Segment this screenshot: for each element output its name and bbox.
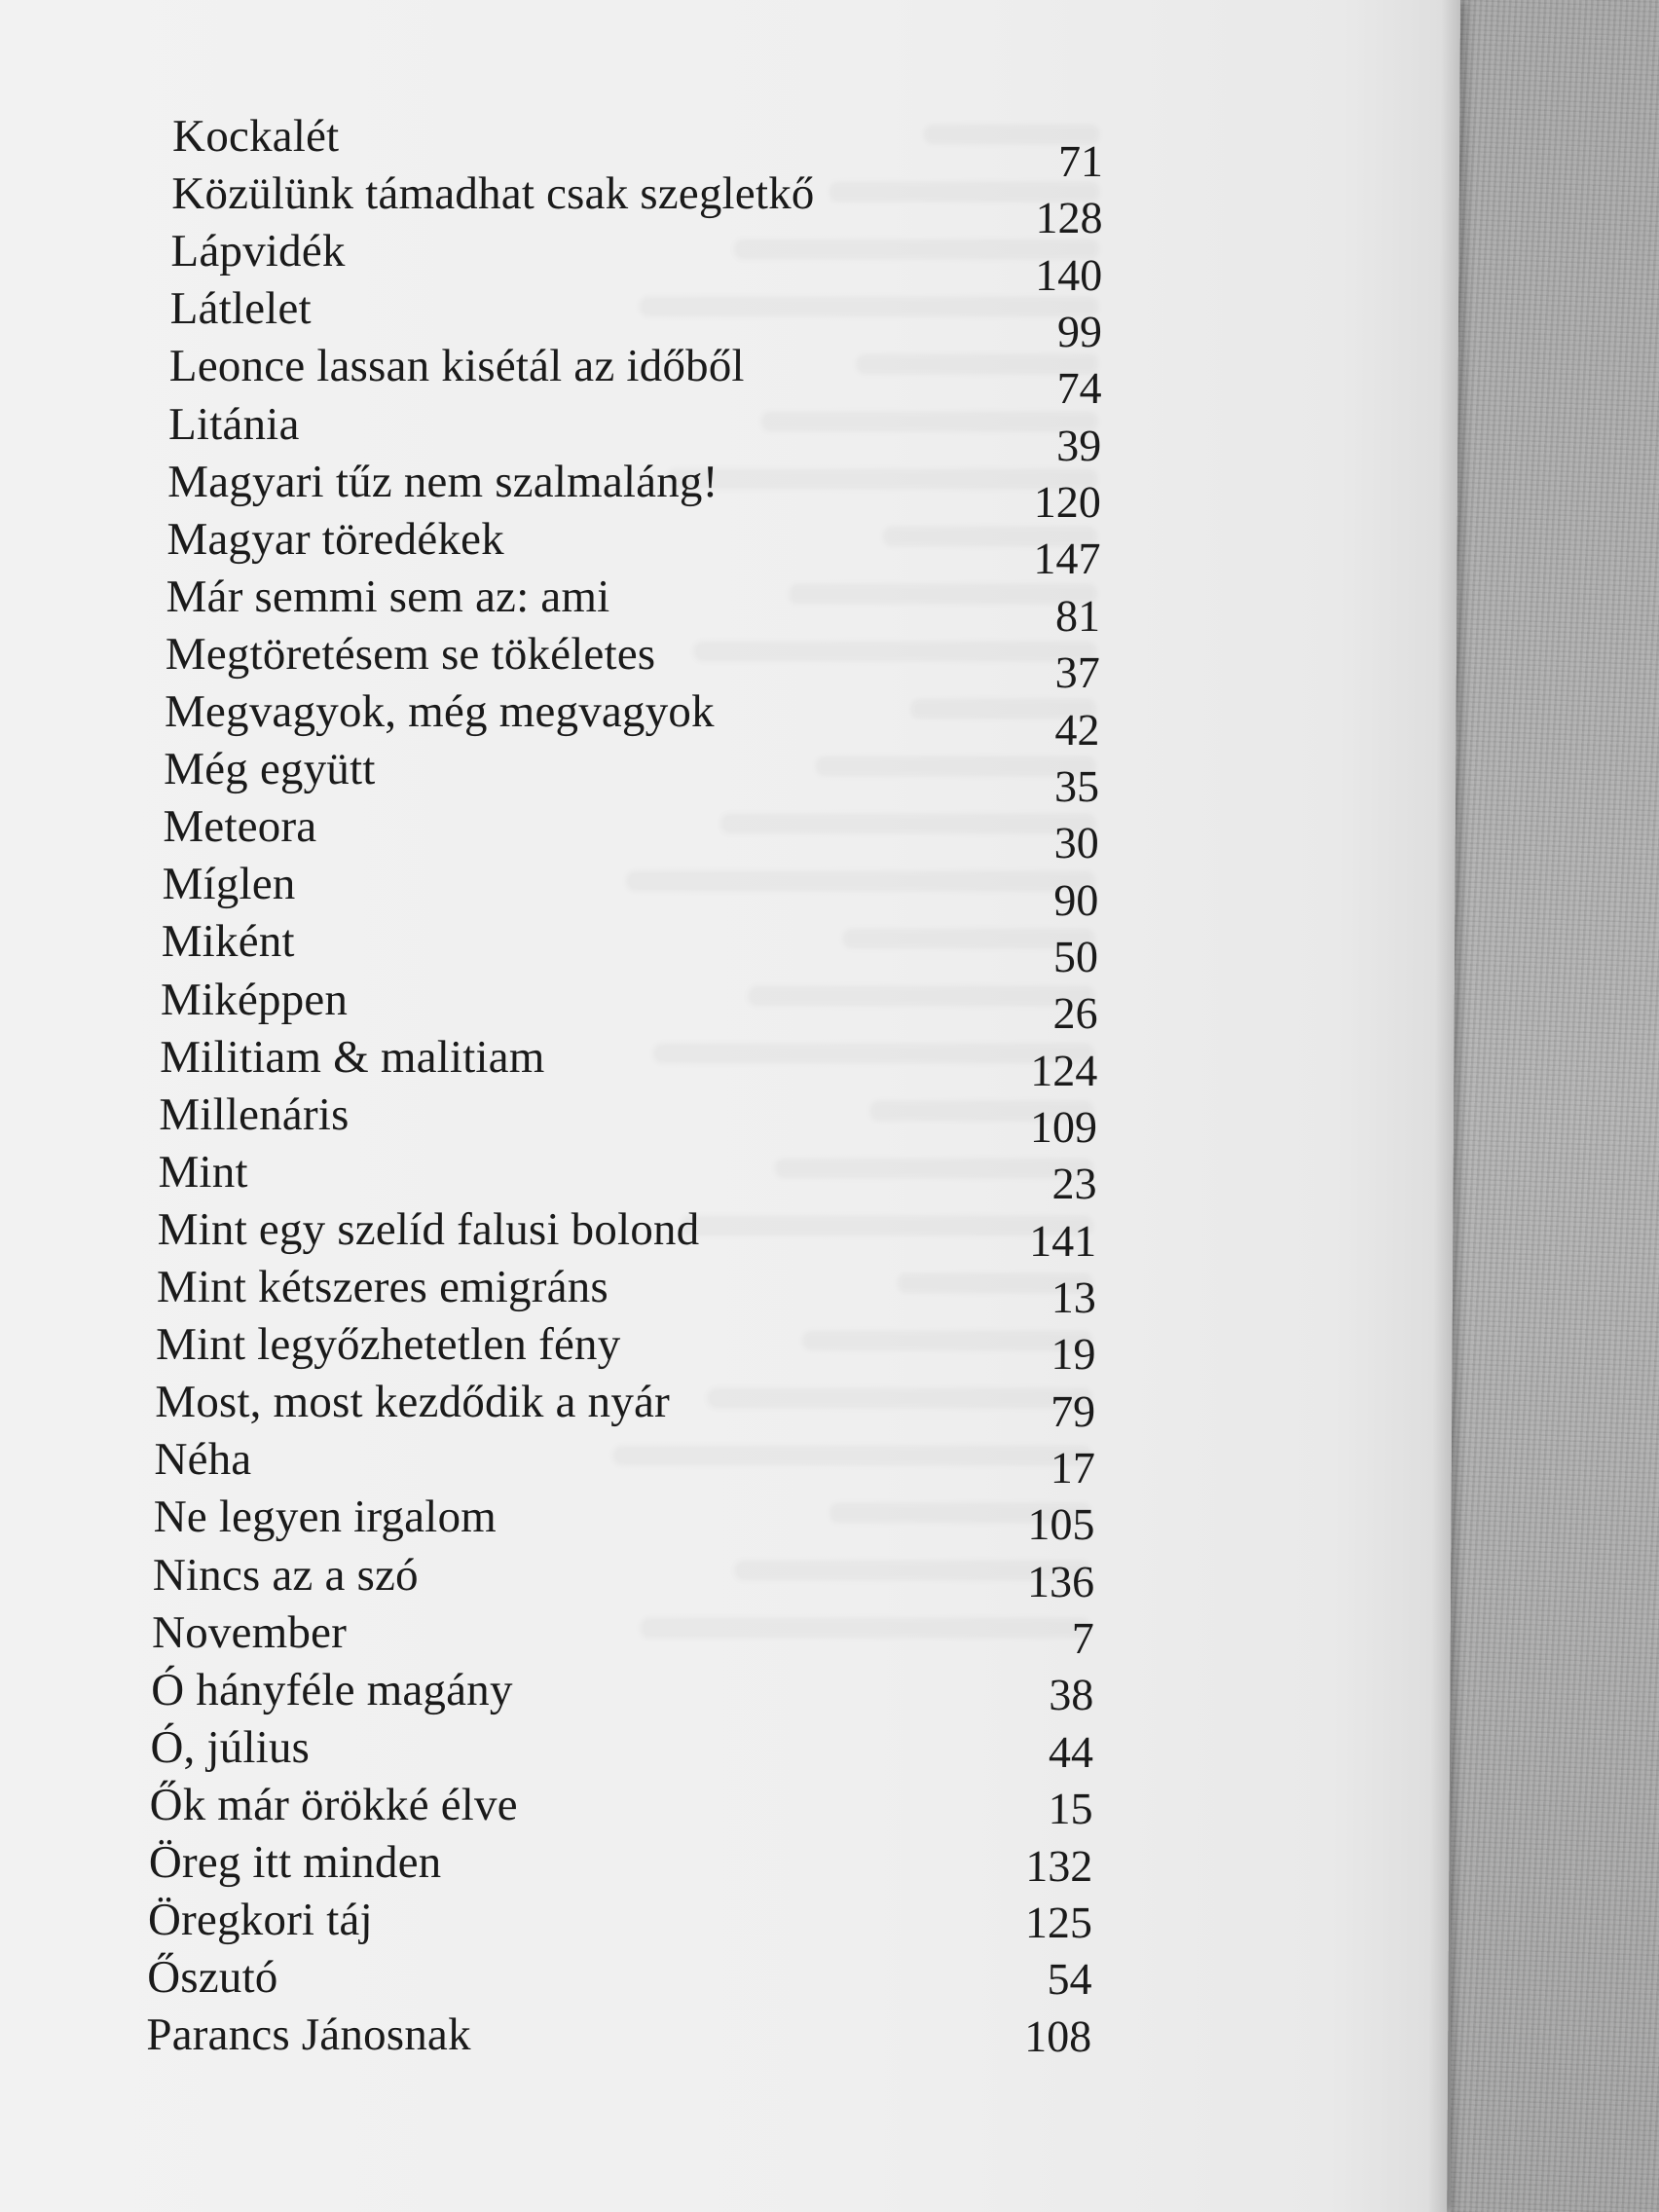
- toc-entry-page-number: 71: [1057, 136, 1104, 186]
- toc-entry: [0, 1605, 1451, 1662]
- toc-entry: [0, 914, 1455, 981]
- toc-entry-title: Látlelet: [169, 283, 312, 335]
- toc-entry: [0, 1202, 1453, 1266]
- toc-entry-title: Már semmi sem az: ami: [166, 571, 610, 622]
- toc-entry: [0, 799, 1456, 868]
- background-surface: [1451, 0, 1659, 2212]
- toc-entry-title: Öreg itt minden: [148, 1837, 442, 1888]
- toc-entry: [0, 2008, 1448, 2064]
- toc-entry-title: Míglen: [162, 859, 296, 910]
- toc-entry: [0, 1375, 1452, 1436]
- toc-entry-page-number: 141: [1029, 1215, 1097, 1266]
- toc-entry-page-number: 17: [1050, 1443, 1095, 1493]
- toc-entry-title: Magyar töredékek: [166, 513, 505, 565]
- toc-entry-title: Ó hányféle magány: [151, 1664, 513, 1715]
- toc-entry-title: Litánia: [167, 398, 300, 450]
- toc-entry: [0, 1893, 1449, 1949]
- toc-entry: [0, 1490, 1452, 1550]
- toc-entry-page-number: 99: [1056, 307, 1103, 357]
- toc-entry-page-number: 109: [1029, 1101, 1098, 1152]
- toc-entry: [0, 857, 1456, 925]
- toc-entry-title: Néha: [154, 1434, 252, 1486]
- toc-entry: [0, 627, 1456, 698]
- toc-entry-page-number: 90: [1053, 874, 1099, 925]
- toc-entry: [0, 742, 1456, 811]
- toc-entry: [0, 339, 1458, 414]
- toc-entry-title: Ó, július: [150, 1721, 311, 1773]
- toc-entry-title: Parancs Jánosnak: [146, 2009, 471, 2061]
- toc-entry-page-number: 38: [1049, 1670, 1094, 1720]
- toc-entry-page-number: 125: [1024, 1897, 1093, 1947]
- toc-entry-title: Miképpen: [160, 974, 349, 1025]
- toc-entry-title: Ne legyen irgalom: [153, 1492, 498, 1543]
- toc-entry: [0, 1778, 1450, 1834]
- toc-entry: [0, 397, 1458, 470]
- toc-entry-page-number: 39: [1056, 420, 1102, 470]
- toc-entry-page-number: 132: [1025, 1840, 1093, 1891]
- toc-entry: [0, 684, 1456, 755]
- toc-entry-title: Öregkori táj: [147, 1895, 373, 1946]
- toc-entry-page-number: 120: [1033, 477, 1102, 528]
- toc-entry: [0, 1548, 1451, 1604]
- toc-entry-page-number: 30: [1053, 818, 1099, 868]
- toc-entry: [0, 1030, 1455, 1095]
- toc-entry-title: Mint: [158, 1146, 248, 1198]
- toc-entry-title: November: [151, 1606, 348, 1658]
- toc-entry-page-number: 124: [1030, 1045, 1098, 1095]
- toc-entry-page-number: 79: [1050, 1385, 1096, 1436]
- toc-entry: [0, 1950, 1449, 2007]
- toc-entry-page-number: 19: [1051, 1329, 1096, 1380]
- toc-entry: [0, 512, 1457, 584]
- toc-entry: [0, 281, 1458, 357]
- toc-entry-page-number: 81: [1054, 590, 1101, 641]
- toc-entry: [0, 224, 1459, 300]
- toc-entry-page-number: 74: [1056, 363, 1102, 414]
- toc-entry-page-number: 50: [1052, 931, 1099, 981]
- toc-entry: [0, 1720, 1450, 1777]
- toc-entry: [0, 455, 1457, 528]
- toc-entry: [0, 1835, 1449, 1892]
- toc-entry-title: Közülünk támadhat csak szegletkő: [171, 168, 815, 220]
- toc-entry-title: Miként: [161, 916, 295, 968]
- toc-entry: [0, 166, 1459, 243]
- toc-entry: [0, 109, 1459, 186]
- toc-entry-page-number: 15: [1048, 1784, 1093, 1834]
- toc-entry-page-number: 105: [1027, 1499, 1095, 1550]
- toc-entry: [0, 1145, 1454, 1209]
- toc-entry-title: Magyari tűz nem szalmaláng!: [167, 456, 719, 507]
- toc-entry-title: Kockalét: [171, 111, 340, 162]
- toc-entry: [0, 1260, 1453, 1322]
- toc-entry-page-number: 7: [1071, 1613, 1094, 1664]
- toc-entry: [0, 973, 1455, 1039]
- toc-entry: [0, 1317, 1453, 1380]
- toc-entry: [0, 1432, 1452, 1493]
- toc-entry-page-number: 136: [1026, 1556, 1095, 1606]
- toc-entry-page-number: 23: [1051, 1159, 1097, 1209]
- toc-entry-page-number: 35: [1053, 760, 1100, 811]
- toc-entry-page-number: 37: [1054, 647, 1100, 698]
- toc-entry-title: Most, most kezdődik a nyár: [155, 1377, 671, 1428]
- toc-entry-title: Militiam & malitiam: [160, 1031, 545, 1083]
- toc-entry-title: Még együtt: [164, 744, 376, 795]
- toc-entry-title: Meteora: [163, 801, 317, 853]
- toc-entry-page-number: 108: [1024, 2010, 1092, 2061]
- toc-entry-title: Mint kétszeres emigráns: [156, 1262, 609, 1312]
- toc-entry-page-number: 128: [1035, 193, 1103, 243]
- toc-entry-title: Ők már örökké élve: [149, 1779, 518, 1830]
- toc-entry-title: Őszutó: [147, 1952, 278, 2004]
- toc-entry-title: Mint legyőzhetetlen fény: [155, 1319, 621, 1371]
- toc-entry-title: Lápvidék: [170, 226, 346, 277]
- toc-entry-page-number: 26: [1052, 988, 1098, 1039]
- toc-entry-page-number: 13: [1051, 1272, 1097, 1322]
- toc-entry-title: Nincs az a szó: [152, 1549, 419, 1601]
- toc-entry: [0, 570, 1456, 641]
- toc-entry-title: Megtöretésem se tökéletes: [165, 628, 656, 680]
- toc-entry-page-number: 44: [1048, 1726, 1094, 1777]
- toc-entry-page-number: 42: [1054, 704, 1100, 755]
- toc-entry: [0, 1663, 1451, 1719]
- toc-entry-title: Mint egy szelíd falusi bolond: [157, 1203, 700, 1255]
- toc-entry: [0, 1088, 1454, 1152]
- toc-entry-page-number: 147: [1033, 534, 1101, 584]
- toc-entry-title: Megvagyok, még megvagyok: [164, 686, 715, 737]
- toc-entry-page-number: 140: [1035, 249, 1103, 300]
- toc-entry-page-number: 54: [1047, 1954, 1092, 2005]
- toc-entry-title: Leonce lassan kisétál az időből: [168, 341, 745, 392]
- toc-entry-title: Millenáris: [159, 1088, 350, 1140]
